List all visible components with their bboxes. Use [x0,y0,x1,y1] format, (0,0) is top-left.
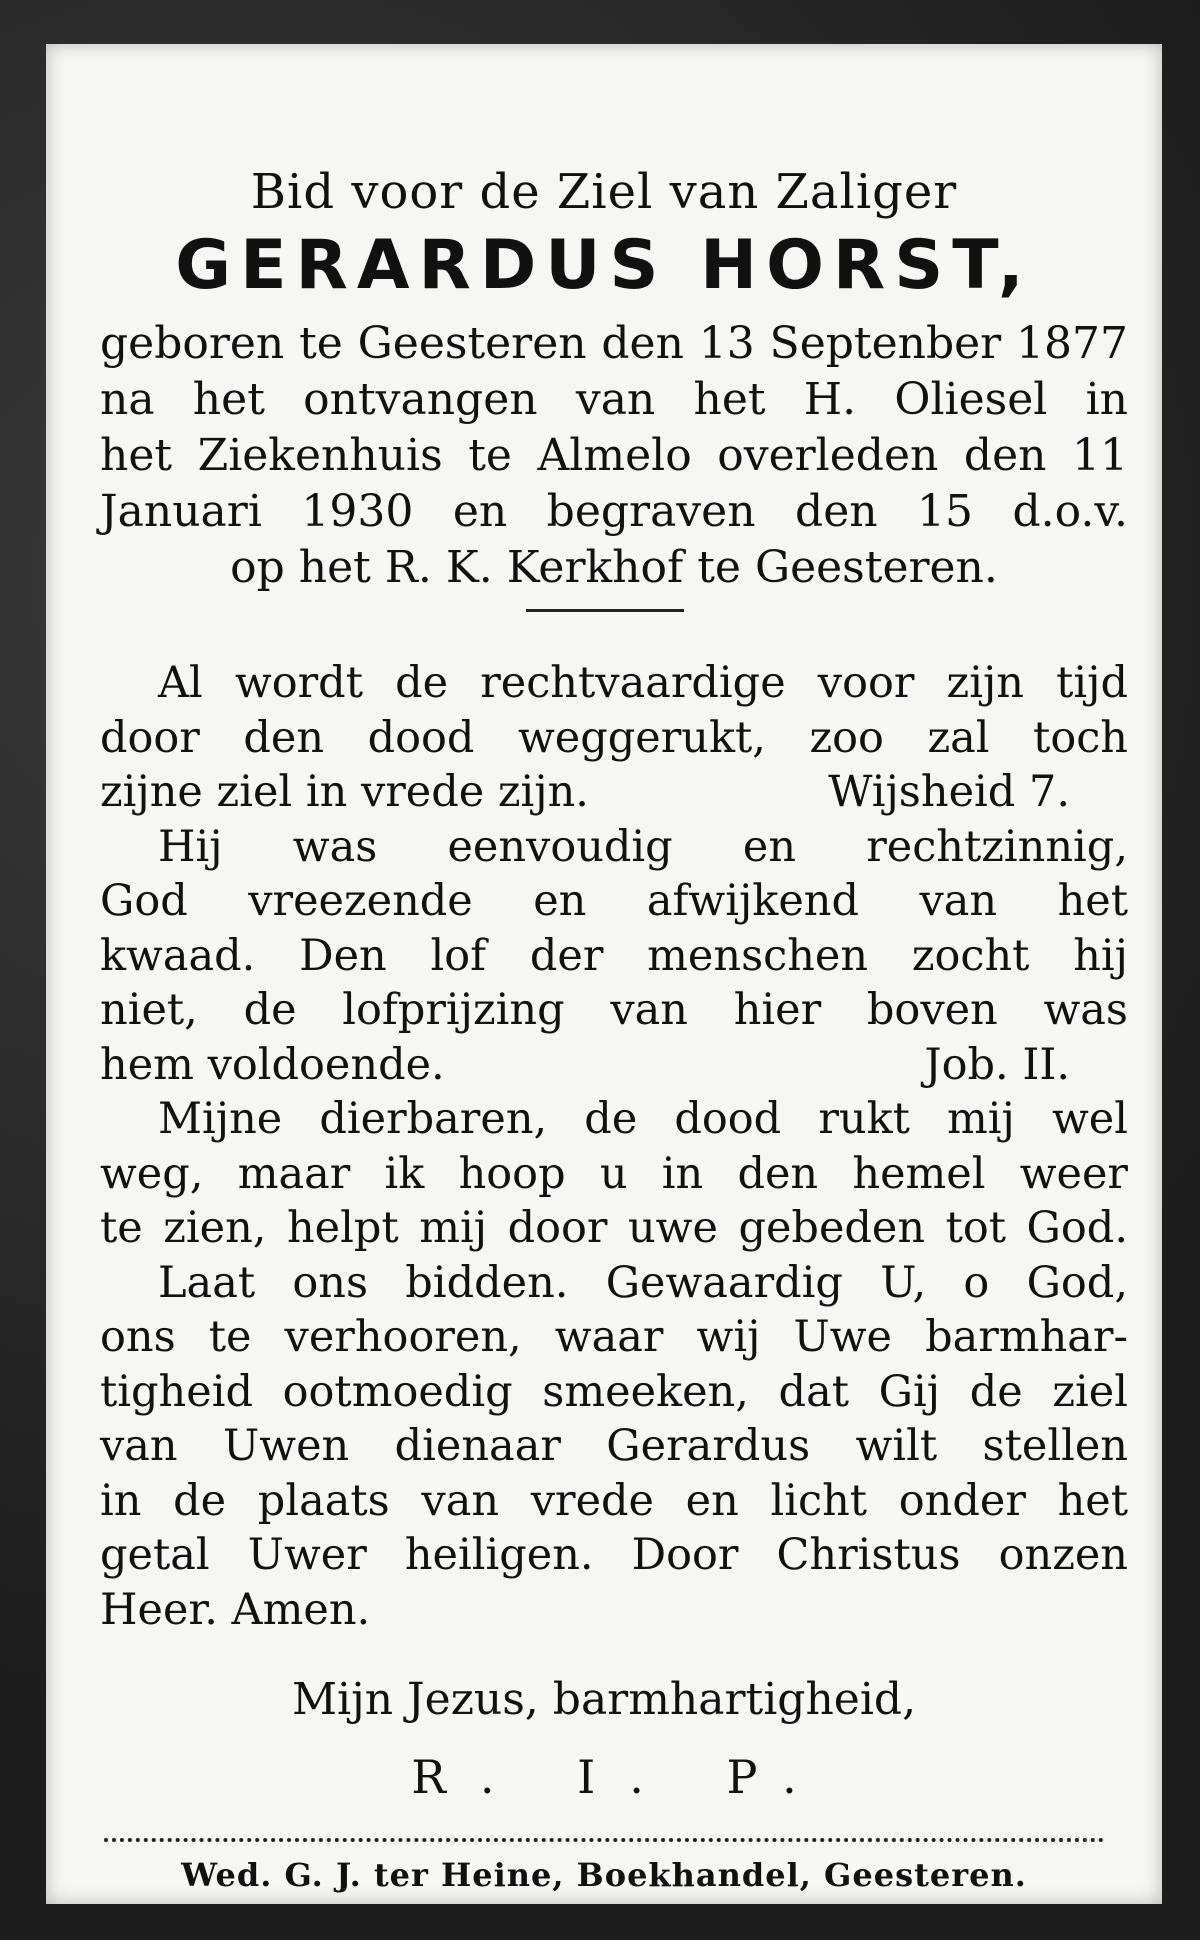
birth-death-block [100,316,1128,596]
passage-line: ons te verhooren, waar wij Uwe barmhar- [100,1312,1128,1362]
passage-line: zijne ziel in vrede zijn. [100,767,589,817]
rip-text: R. I. P. [411,1750,831,1804]
birth-line: het Ziekenhuis te Almelo overleden den 11 [100,430,1128,481]
passage-line: tigheid ootmoedig smeeken, dat Gij de ziel [100,1366,1128,1417]
scripture-and-prayer [100,656,1128,1637]
passage-line: Heer. Amen. [100,1584,371,1635]
scripture-reference: Job. II. [924,1039,1070,1090]
passage-line: Al wordt de rechtvaardige voor zijn tijd [158,658,1128,708]
birth-line: Januari 1930 en begraven den 15 d.o.v. [100,486,1128,537]
birth-line: geboren te Geesteren den 13 Septenber 1877 [100,318,1128,369]
divider-rule [526,609,684,612]
passage-line: God vreezende en afwijkend van het [100,876,1128,926]
passage-line: Hij was eenvoudig en rechtzinnig, [158,821,1128,872]
birth-line: na het ontvangen van het H. Oliesel in [100,374,1128,425]
passage-line: te zien, helpt mij door uwe gebeden tot God. [100,1203,1128,1253]
passage-line: door den dood weggerukt, zoo zal toch [100,712,1128,763]
birth-line: op het R. K. Kerkhof te Geesteren. [230,542,998,593]
printer-imprint: Wed. G. J. ter Heine, Boekhandel, Geesteren. [181,1856,1027,1894]
passage-line: getal Uwer heiligen. Door Christus onzen [100,1530,1128,1580]
passage-line-with-reference [100,1038,1128,1093]
passage-line: kwaad. Den lof der menschen zocht hij [100,930,1128,981]
passage-line: weg, maar ik hoop u in den hemel weer [100,1148,1128,1199]
card-paper [46,44,1162,1904]
passage-line: in de plaats van vrede en licht onder het [100,1475,1128,1526]
passage-line: Laat ons bidden. Gewaardig U, o God, [158,1257,1128,1308]
passage-line: van Uwen dienaar Gerardus wilt stellen [100,1421,1128,1471]
scripture-reference: Wijsheid 7. [828,767,1070,817]
passage-line: hem voldoende. [100,1039,445,1090]
deceased-name: GERARDUS HORST, [175,226,1033,305]
invocation: Mijn Jezus, barmhartigheid, [291,1674,917,1725]
dotted-rule [104,1838,1104,1842]
passage-line: niet, de lofprijzing van hier boven was [100,985,1128,1035]
prayer-line: Bid voor de Ziel van Zaliger [250,164,958,220]
passage-line: Mijne dierbaren, de dood rukt mij wel [158,1094,1128,1144]
passage-line-with-reference [100,765,1128,820]
